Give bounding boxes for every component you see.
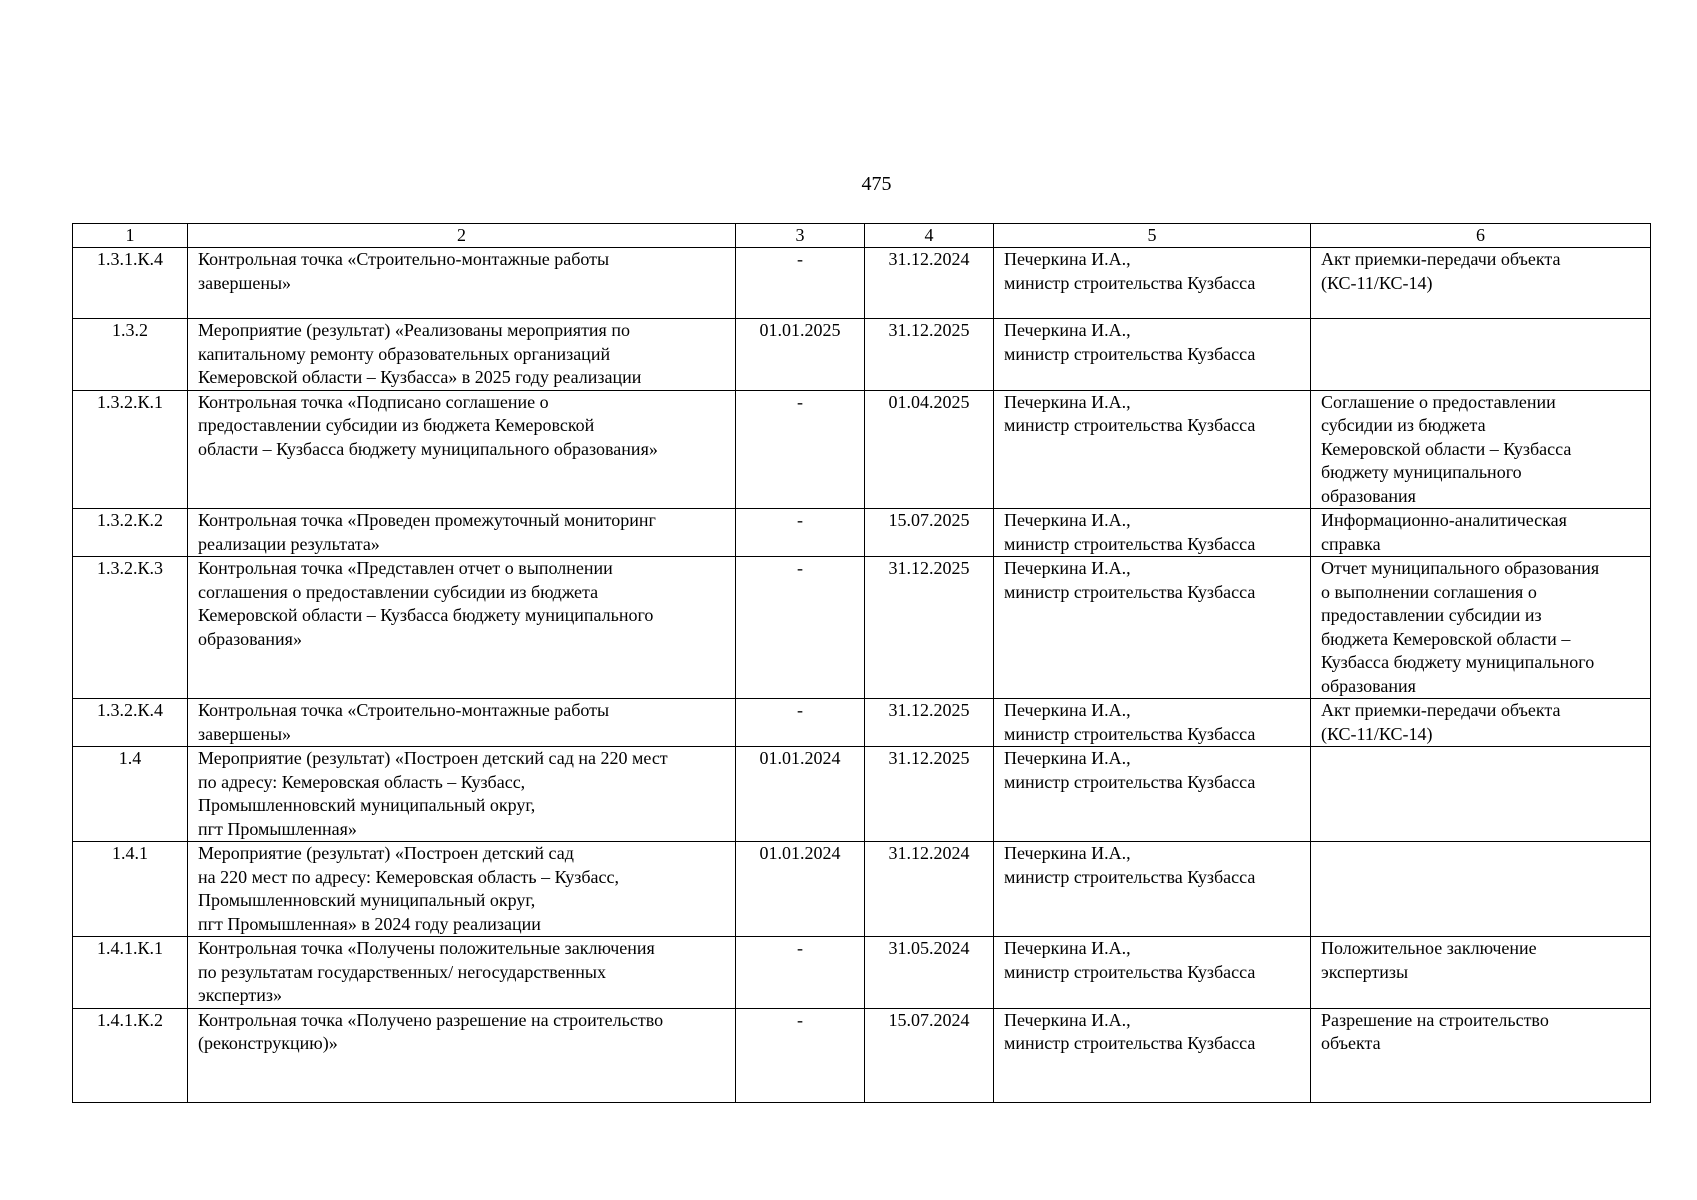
table-row <box>73 509 1651 557</box>
row-number-cell: 1.4 <box>73 747 188 842</box>
row-start-date-cell: - <box>736 509 865 557</box>
row-end-date-cell: 01.04.2025 <box>865 390 994 509</box>
row-name-cell: Мероприятие (результат) «Построен детский сад на 220 мест по адресу: Кемеровская область – Кузбасс, Промышленновский муниципальный округ, пгт Промышленная» в 2024 году реализации <box>188 842 736 937</box>
row-end-date-cell: 31.05.2024 <box>865 937 994 1009</box>
table-row <box>73 937 1651 1009</box>
table-row <box>73 248 1651 319</box>
row-name-cell: Контрольная точка «Строительно-монтажные работы завершены» <box>188 699 736 747</box>
row-responsible-cell: Печеркина И.А., министр строительства Кузбасса <box>994 390 1311 509</box>
row-number-cell: 1.4.1.К.2 <box>73 1008 188 1102</box>
row-name-cell: Мероприятие (результат) «Реализованы мероприятия по капитальному ремонту образовательных организаций Кемеровской области – Кузбасса» в 2025 году реализации <box>188 319 736 391</box>
column-header-3: 3 <box>736 224 865 248</box>
row-number-cell: 1.4.1 <box>73 842 188 937</box>
row-name-cell: Контрольная точка «Подписано соглашение о предоставлении субсидии из бюджета Кемеровской области – Кузбасса бюджету муниципального образования» <box>188 390 736 509</box>
row-responsible-cell: Печеркина И.А., министр строительства Кузбасса <box>994 509 1311 557</box>
row-start-date-cell: 01.01.2024 <box>736 747 865 842</box>
column-header-6: 6 <box>1311 224 1651 248</box>
row-start-date-cell: - <box>736 699 865 747</box>
row-document-cell: Положительное заключение экспертизы <box>1311 937 1651 1009</box>
row-name-cell: Мероприятие (результат) «Построен детский сад на 220 мест по адресу: Кемеровская область – Кузбасс, Промышленновский муниципальный округ, пгт Промышленная» <box>188 747 736 842</box>
row-responsible-cell: Печеркина И.А., министр строительства Кузбасса <box>994 842 1311 937</box>
row-name-cell: Контрольная точка «Проведен промежуточный мониторинг реализации результата» <box>188 509 736 557</box>
row-responsible-cell: Печеркина И.А., министр строительства Кузбасса <box>994 1008 1311 1102</box>
row-end-date-cell: 15.07.2024 <box>865 1008 994 1102</box>
row-end-date-cell: 31.12.2025 <box>865 557 994 699</box>
row-name-cell: Контрольная точка «Получены положительные заключения по результатам государственных/ негосударственных экспертиз» <box>188 937 736 1009</box>
row-number-cell: 1.4.1.К.1 <box>73 937 188 1009</box>
table-header-row <box>73 224 1651 248</box>
row-document-cell: Акт приемки-передачи объекта (КС-11/КС-14) <box>1311 248 1651 319</box>
table-row <box>73 747 1651 842</box>
row-end-date-cell: 31.12.2025 <box>865 319 994 391</box>
row-document-cell <box>1311 747 1651 842</box>
row-responsible-cell: Печеркина И.А., министр строительства Кузбасса <box>994 557 1311 699</box>
row-document-cell: Разрешение на строительство объекта <box>1311 1008 1651 1102</box>
row-document-cell <box>1311 842 1651 937</box>
column-header-2: 2 <box>188 224 736 248</box>
row-number-cell: 1.3.2 <box>73 319 188 391</box>
row-start-date-cell: - <box>736 1008 865 1102</box>
column-header-4: 4 <box>865 224 994 248</box>
row-responsible-cell: Печеркина И.А., министр строительства Кузбасса <box>994 699 1311 747</box>
row-end-date-cell: 31.12.2025 <box>865 747 994 842</box>
row-start-date-cell: - <box>736 937 865 1009</box>
row-document-cell: Отчет муниципального образования о выполнении соглашения о предоставлении субсидии из бюджета Кемеровской области – Кузбасса бюджету муниципального образования <box>1311 557 1651 699</box>
row-start-date-cell: 01.01.2024 <box>736 842 865 937</box>
row-start-date-cell: - <box>736 248 865 319</box>
table-row <box>73 699 1651 747</box>
table-row <box>73 842 1651 937</box>
row-number-cell: 1.3.2.К.3 <box>73 557 188 699</box>
page-number: 475 <box>861 173 892 195</box>
row-number-cell: 1.3.2.К.2 <box>73 509 188 557</box>
row-name-cell: Контрольная точка «Представлен отчет о выполнении соглашения о предоставлении субсидии из бюджета Кемеровской области – Кузбасса бюджету муниципального образования» <box>188 557 736 699</box>
row-document-cell: Акт приемки-передачи объекта (КС-11/КС-14) <box>1311 699 1651 747</box>
row-document-cell: Информационно-аналитическая справка <box>1311 509 1651 557</box>
table-row <box>73 1008 1651 1102</box>
row-responsible-cell: Печеркина И.А., министр строительства Кузбасса <box>994 319 1311 391</box>
row-end-date-cell: 31.12.2024 <box>865 842 994 937</box>
table-row <box>73 319 1651 391</box>
row-name-cell: Контрольная точка «Строительно-монтажные работы завершены» <box>188 248 736 319</box>
row-number-cell: 1.3.2.К.4 <box>73 699 188 747</box>
row-number-cell: 1.3.2.К.1 <box>73 390 188 509</box>
row-start-date-cell: - <box>736 390 865 509</box>
table-row <box>73 557 1651 699</box>
row-responsible-cell: Печеркина И.А., министр строительства Кузбасса <box>994 747 1311 842</box>
row-end-date-cell: 31.12.2024 <box>865 248 994 319</box>
row-end-date-cell: 31.12.2025 <box>865 699 994 747</box>
column-header-5: 5 <box>994 224 1311 248</box>
row-name-cell: Контрольная точка «Получено разрешение на строительство (реконструкцию)» <box>188 1008 736 1102</box>
row-responsible-cell: Печеркина И.А., министр строительства Кузбасса <box>994 248 1311 319</box>
row-end-date-cell: 15.07.2025 <box>865 509 994 557</box>
row-document-cell: Соглашение о предоставлении субсидии из бюджета Кемеровской области – Кузбасса бюджету муниципального образования <box>1311 390 1651 509</box>
activities-table <box>72 223 1651 1103</box>
row-start-date-cell: 01.01.2025 <box>736 319 865 391</box>
column-header-1: 1 <box>73 224 188 248</box>
row-document-cell <box>1311 319 1651 391</box>
row-number-cell: 1.3.1.К.4 <box>73 248 188 319</box>
row-responsible-cell: Печеркина И.А., министр строительства Кузбасса <box>994 937 1311 1009</box>
table-row <box>73 390 1651 509</box>
row-start-date-cell: - <box>736 557 865 699</box>
